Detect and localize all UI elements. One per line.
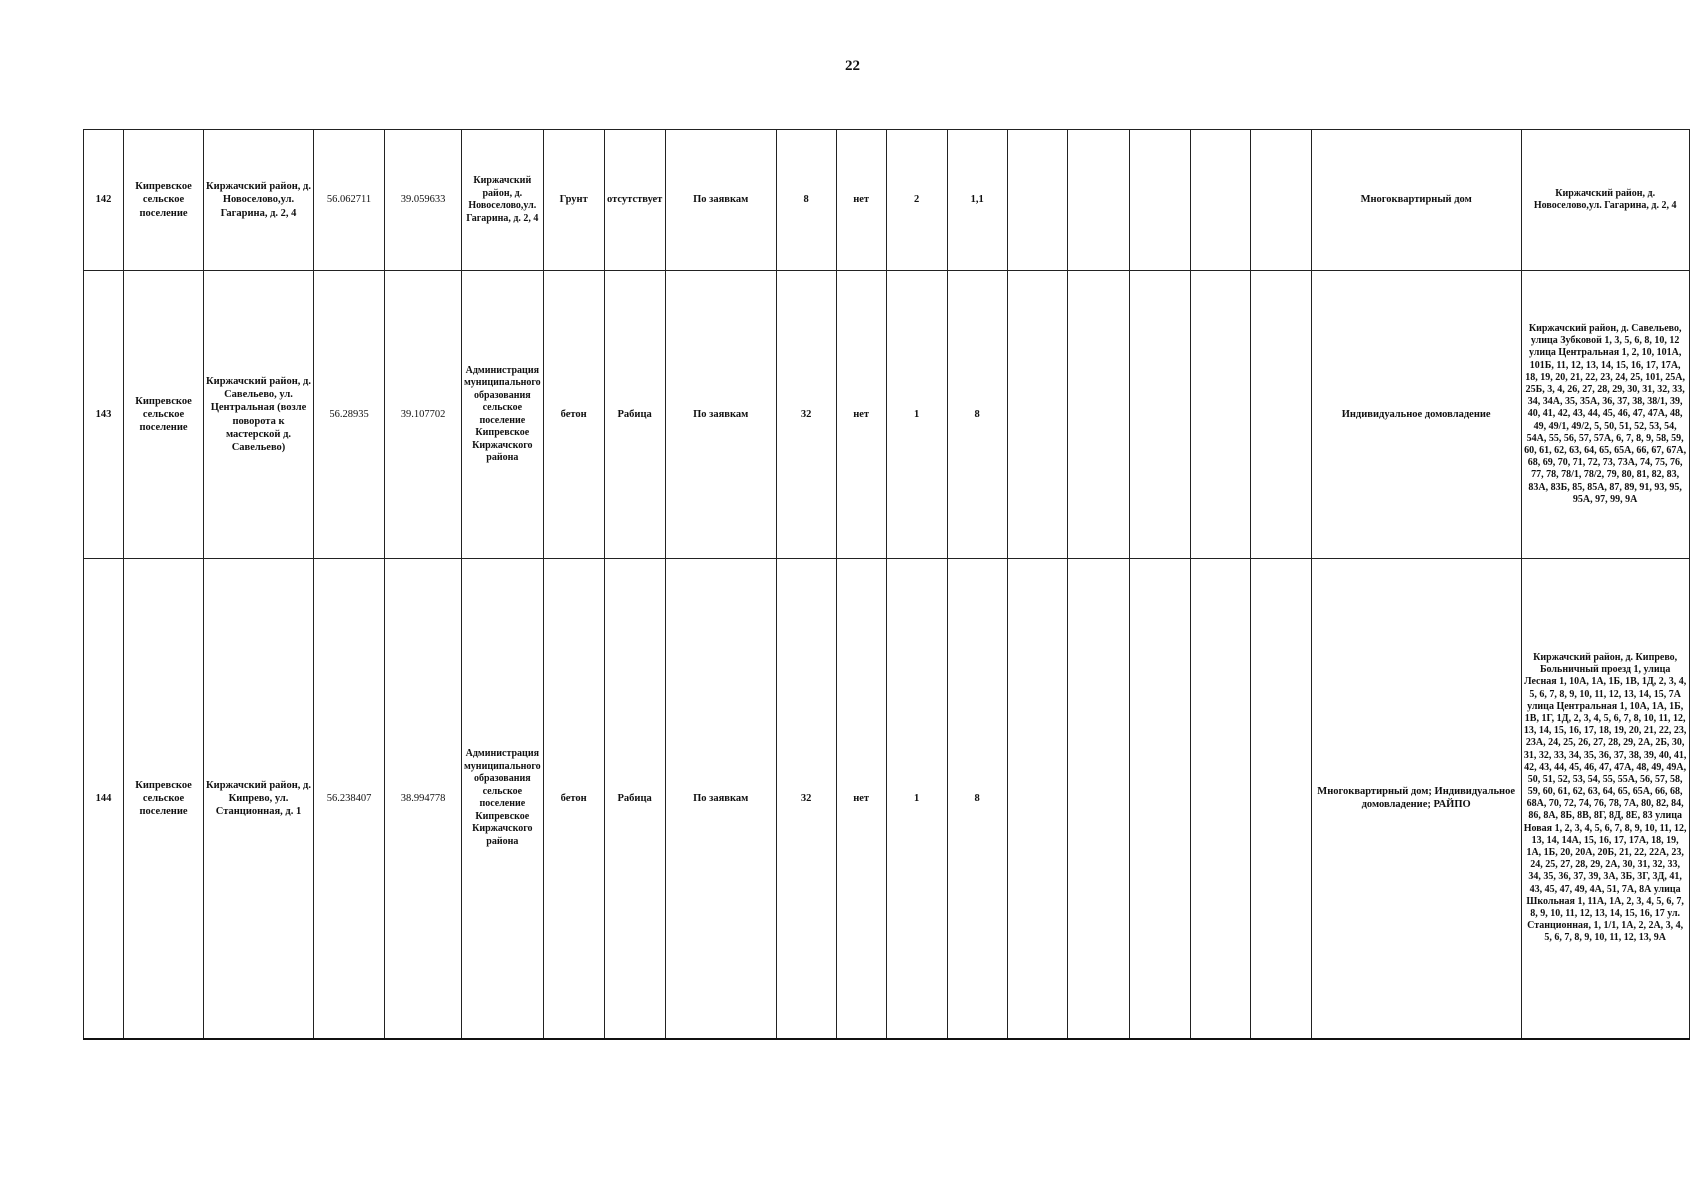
- settlement-cell: Кипревское сельское поселение: [124, 559, 204, 1039]
- surface-cell: бетон: [543, 271, 604, 559]
- container-volume-cell: 8: [947, 271, 1007, 559]
- container-volume-cell: 1,1: [947, 130, 1007, 271]
- owner-cell: Киржачский район, д. Новоселово,ул. Гагарина, д. 2, 4: [462, 130, 544, 271]
- empty-cell: [1129, 130, 1190, 271]
- containers-count-cell: 2: [886, 130, 947, 271]
- container-volume-cell: 8: [947, 559, 1007, 1039]
- empty-cell: [1067, 271, 1129, 559]
- row-number: 143: [84, 271, 124, 559]
- latitude-cell: 56.062711: [314, 130, 385, 271]
- containers-count-cell: 1: [886, 559, 947, 1039]
- served-addresses-cell: Киржачский район, д. Кипрево, Больничный проезд 1, улица Лесная 1, 10А, 1А, 1Б, 1В, 1Д, 2, 3, 4, 5, 6, 7, 8, 9, 10, 11, 12, 13, 14, 15, 7А улица Центральная 1, 10А, 1А, 1Б, 1В, 1Г, 1Д, 2, 3, 4, 5, 6, 7, 8, 10, 11, 12, 13, 14, 15, 16, 17, 18, 19, 20, 21, 22, 23, 23А, 24, 25, 26, 27, 28, 29, 2А, 2Б, 30, 31, 32, 33, 34, 35, 36, 37, 38, 39, 40, 41, 42, 43, 44, 45, 46, 47, 47А, 48, 49, 49А, 50, 51, 52, 53, 54, 55, 55А, 56, 57, 58, 59, 60, 61, 62, 63, 64, 65, 65А, 66, 68, 68А, 70, 72, 74, 76, 78, 7А, 80, 82, 84, 86, 8А, 8Б, 8В, 8Г, 8Д, 8Е, 83 улица Новая 1, 2, 3, 4, 5, 6, 7, 8, 9, 10, 11, 12, 13, 14, 14А, 15, 16, 17, 17А, 18, 19, 1А, 1Б, 20, 20А, 20Б, 21, 22, 22А, 23, 24, 25, 27, 28, 29, 2А, 30, 31, 32, 33, 34, 35, 36, 37, 39, 3А, 3Б, 3Г, 3Д, 41, 43, 45, 47, 49, 4А, 51, 7А, 8А улица Школьная 1, 11А, 1А, 2, 3, 4, 5, 6, 7, 8, 9, 10, 11, 12, 13, 14, 15, 16, 17 ул. Станционная, 1, 1/1, 1А, 2, 2А, 3, 4, 5, 6, 7, 8, 9, 10, 11, 12, 13, 9А: [1521, 559, 1689, 1039]
- longitude-cell: 39.107702: [385, 271, 462, 559]
- fence-cell: Рабица: [604, 271, 665, 559]
- empty-cell: [1007, 271, 1067, 559]
- empty-cell: [1007, 130, 1067, 271]
- empty-cell: [1250, 559, 1311, 1039]
- waste-source-cell: Многоквартирный дом; Индивидуальное домовладение; РАЙПО: [1311, 559, 1521, 1039]
- location-cell: Киржачский район, д. Савельево, ул. Центральная (возле поворота к мастерской д. Савельево): [204, 271, 314, 559]
- settlement-cell: Кипревское сельское поселение: [124, 130, 204, 271]
- empty-cell: [1250, 130, 1311, 271]
- row-number: 142: [84, 130, 124, 271]
- separate-collection-cell: нет: [836, 130, 886, 271]
- empty-cell: [1067, 559, 1129, 1039]
- separate-collection-cell: нет: [836, 271, 886, 559]
- surface-cell: Грунт: [543, 130, 604, 271]
- schedule-cell: По заявкам: [665, 271, 776, 559]
- schedule-cell: По заявкам: [665, 559, 776, 1039]
- table-row: [84, 559, 1690, 1039]
- area-cell: 32: [776, 559, 836, 1039]
- served-addresses-cell: Киржачский район, д. Савельево, улица Зубковой 1, 3, 5, 6, 8, 10, 12 улица Центральная 1, 2, 10, 101А, 101Б, 11, 12, 13, 14, 15, 16, 17, 17А, 18, 19, 20, 21, 22, 23, 24, 25, 101, 25А, 25Б, 3, 4, 26, 27, 28, 29, 30, 31, 32, 33, 34, 34А, 35, 35А, 36, 37, 38, 38/1, 39, 40, 41, 42, 43, 44, 45, 46, 47, 47А, 48, 49, 49/1, 49/2, 5, 50, 51, 52, 53, 54, 54А, 55, 56, 57, 57А, 6, 7, 8, 9, 58, 59, 60, 61, 62, 63, 64, 65, 65А, 66, 67, 67А, 68, 69, 70, 71, 72, 73, 73А, 74, 75, 76, 77, 78, 78/1, 78/2, 79, 80, 81, 82, 83, 83А, 83Б, 85, 85А, 87, 89, 91, 93, 95, 95А, 97, 99, 9А: [1521, 271, 1689, 559]
- empty-cell: [1067, 130, 1129, 271]
- empty-cell: [1007, 559, 1067, 1039]
- empty-cell: [1129, 271, 1190, 559]
- fence-cell: отсутствует: [604, 130, 665, 271]
- page-number: 22: [845, 58, 860, 74]
- latitude-cell: 56.238407: [314, 559, 385, 1039]
- area-cell: 8: [776, 130, 836, 271]
- empty-cell: [1190, 271, 1250, 559]
- waste-source-cell: Индивидуальное домовладение: [1311, 271, 1521, 559]
- latitude-cell: 56.28935: [314, 271, 385, 559]
- waste-sites-registry-table: [83, 129, 1690, 1040]
- empty-cell: [1250, 271, 1311, 559]
- served-addresses-cell: Киржачский район, д. Новоселово,ул. Гагарина, д. 2, 4: [1521, 130, 1689, 271]
- containers-count-cell: 1: [886, 271, 947, 559]
- waste-source-cell: Многоквартирный дом: [1311, 130, 1521, 271]
- row-number: 144: [84, 559, 124, 1039]
- empty-cell: [1190, 559, 1250, 1039]
- area-cell: 32: [776, 271, 836, 559]
- empty-cell: [1190, 130, 1250, 271]
- longitude-cell: 39.059633: [385, 130, 462, 271]
- settlement-cell: Кипревское сельское поселение: [124, 271, 204, 559]
- separate-collection-cell: нет: [836, 559, 886, 1039]
- longitude-cell: 38.994778: [385, 559, 462, 1039]
- owner-cell: Администрация муниципального образования сельское поселение Кипревское Киржачского района: [462, 271, 544, 559]
- table-row: [84, 130, 1690, 271]
- fence-cell: Рабица: [604, 559, 665, 1039]
- surface-cell: бетон: [543, 559, 604, 1039]
- table-row: [84, 271, 1690, 559]
- location-cell: Киржачский район, д. Новоселово,ул. Гагарина, д. 2, 4: [204, 130, 314, 271]
- location-cell: Киржачский район, д. Кипрево, ул. Станционная, д. 1: [204, 559, 314, 1039]
- owner-cell: Администрация муниципального образования сельское поселение Кипревское Киржачского района: [462, 559, 544, 1039]
- schedule-cell: По заявкам: [665, 130, 776, 271]
- empty-cell: [1129, 559, 1190, 1039]
